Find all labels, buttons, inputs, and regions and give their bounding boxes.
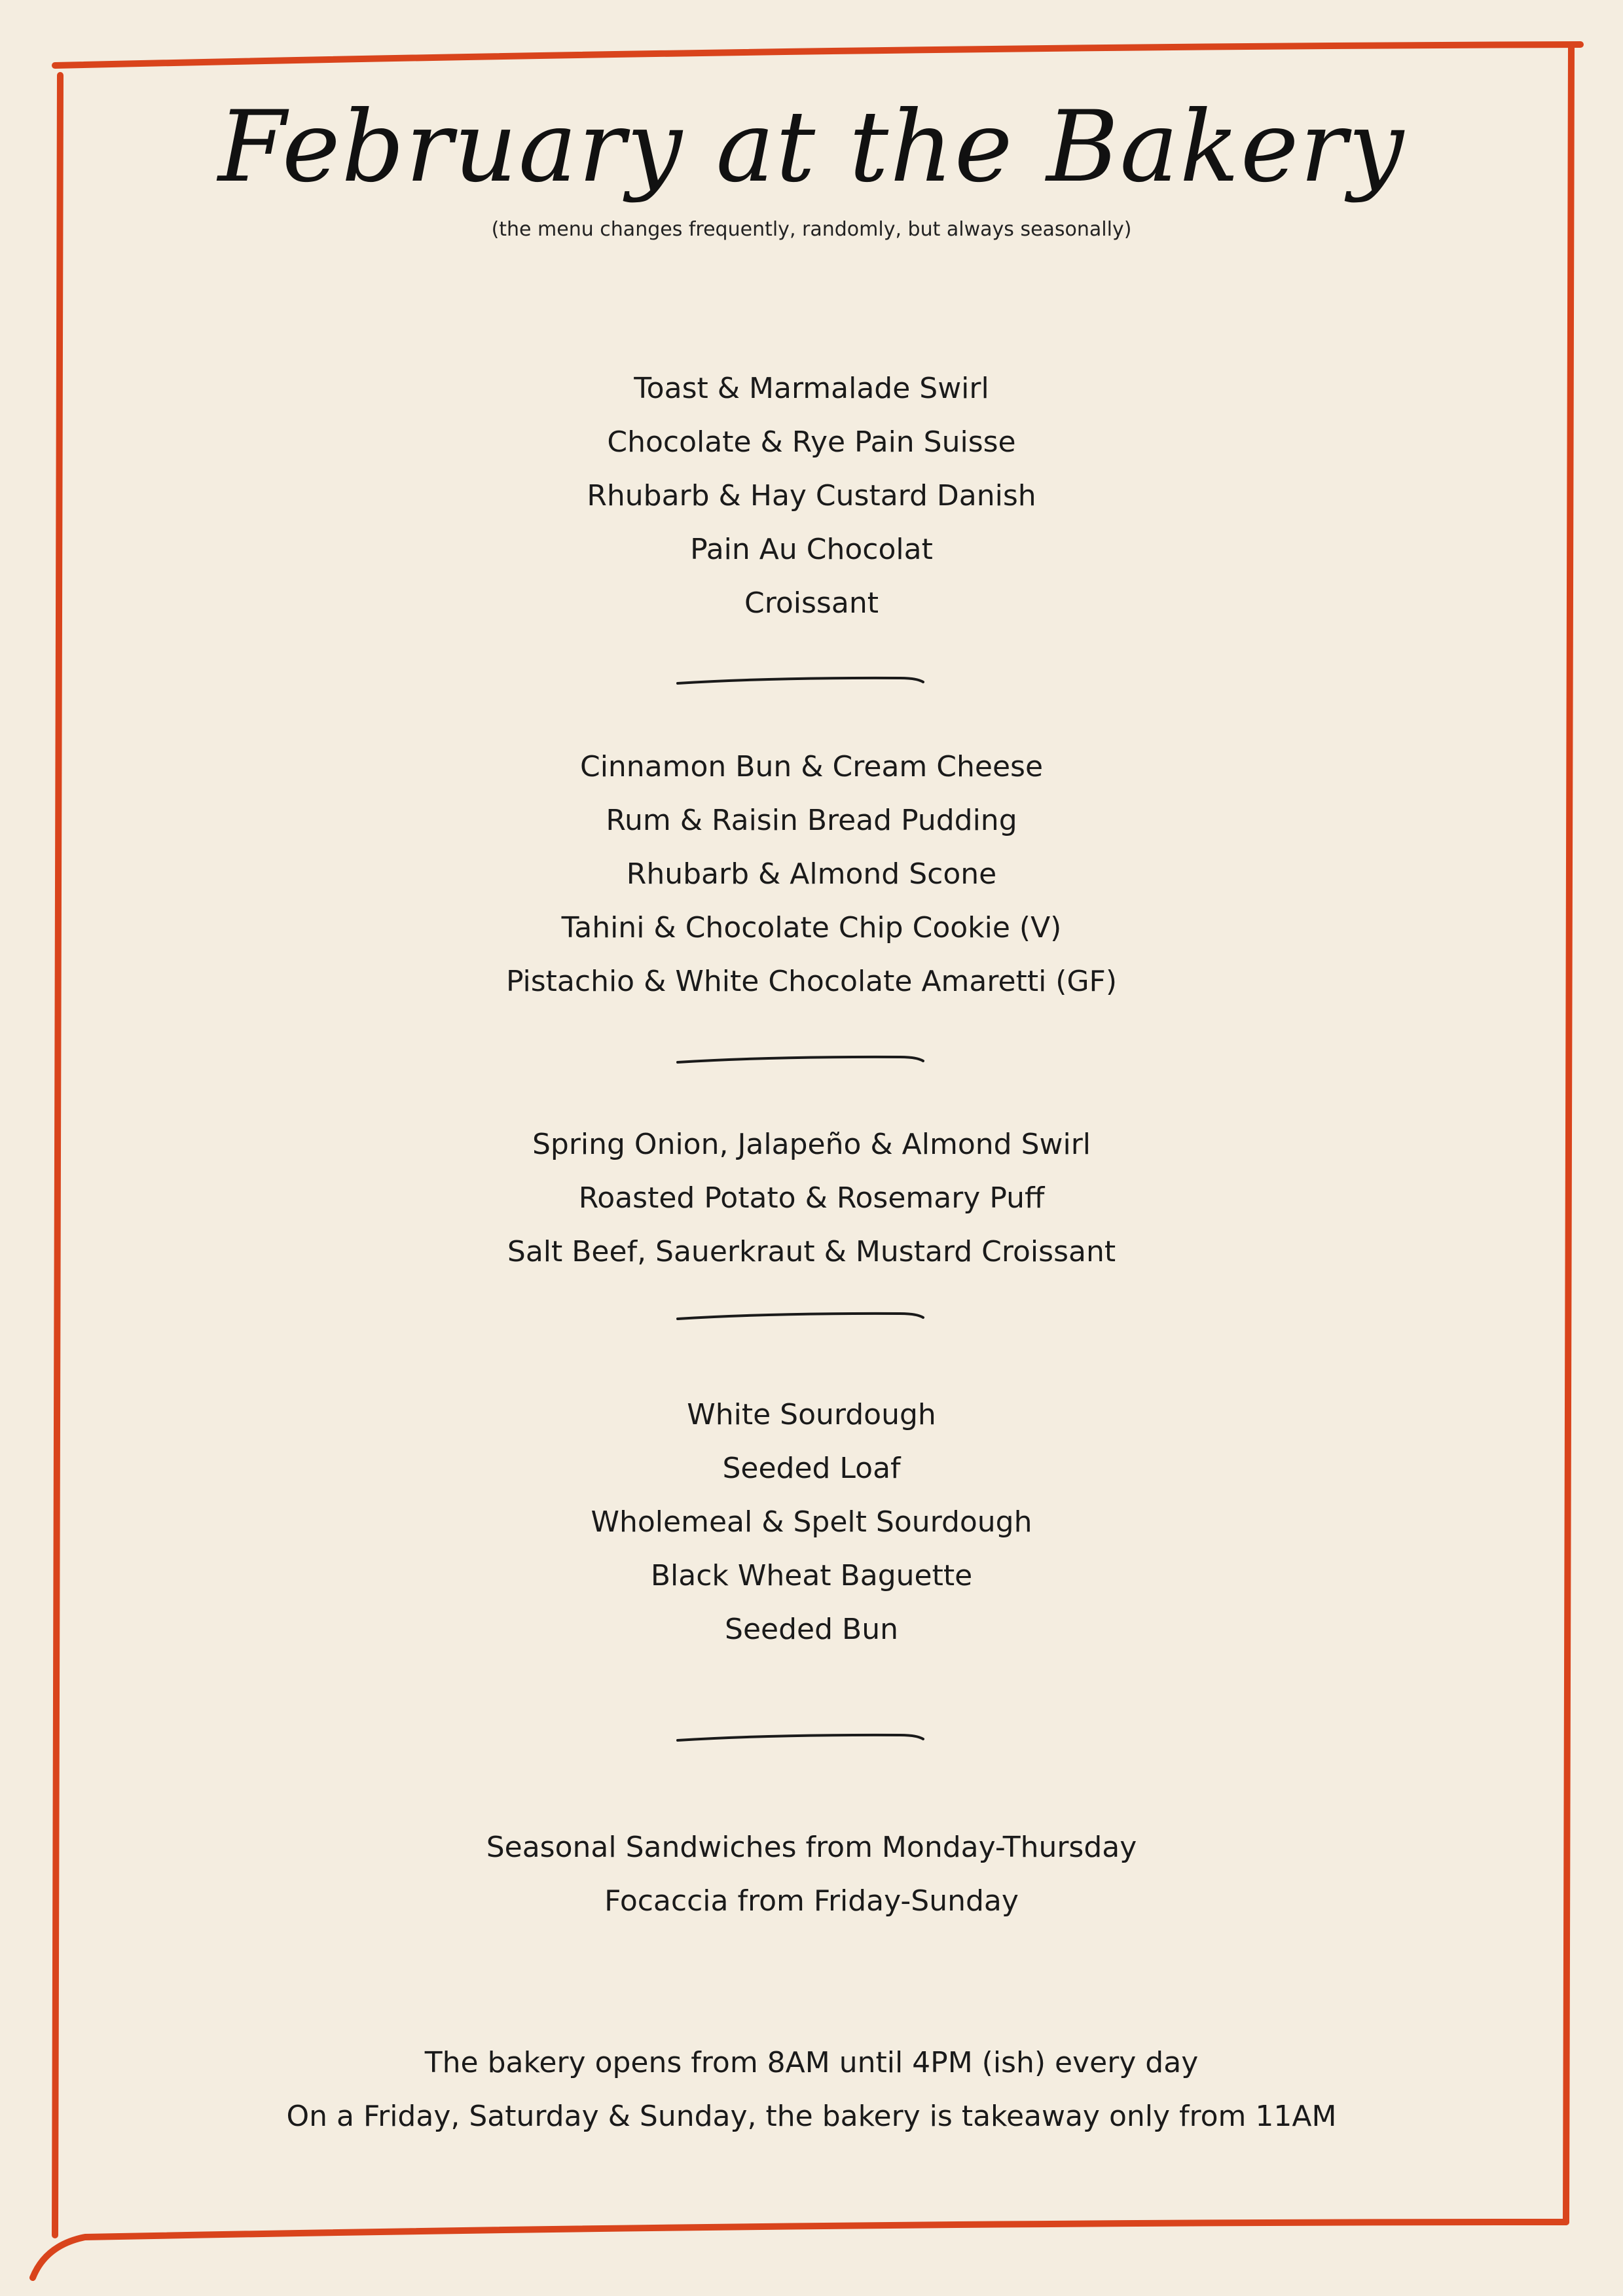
menu-item: Spring Onion, Jalapeño & Almond Swirl xyxy=(532,1128,1091,1161)
menu-section-breads xyxy=(0,1388,1623,1657)
opening-hours-text: The bakery opens from 8AM until 4PM (ish) every day xyxy=(424,2046,1199,2079)
menu-item: Tahini & Chocolate Chip Cookie (V) xyxy=(561,911,1062,944)
section-divider xyxy=(674,1306,926,1326)
section-divider xyxy=(674,1728,926,1748)
menu-item: Roasted Potato & Rosemary Puff xyxy=(578,1181,1045,1215)
menu-item: Black Wheat Baguette xyxy=(650,1559,973,1592)
menu-item: Croissant xyxy=(744,586,879,620)
section-divider xyxy=(674,671,926,691)
page-title: February at the Bakery xyxy=(217,90,1406,204)
menu-item: Seeded Bun xyxy=(725,1613,898,1646)
menu-section-sweets xyxy=(0,740,1623,1009)
menu-item: Cinnamon Bun & Cream Cheese xyxy=(579,750,1044,783)
menu-item: Chocolate & Rye Pain Suisse xyxy=(607,425,1016,459)
extras-line: Focaccia from Friday-Sunday xyxy=(604,1884,1019,1918)
page-subtitle: (the menu changes frequently, randomly, but always seasonally) xyxy=(491,218,1132,241)
menu-item: Toast & Marmalade Swirl xyxy=(634,372,989,405)
menu-item: Rhubarb & Hay Custard Danish xyxy=(587,479,1036,512)
menu-item: Rhubarb & Almond Scone xyxy=(626,857,997,891)
opening-info xyxy=(0,2036,1623,2144)
menu-section-pastries xyxy=(0,362,1623,630)
menu-item: Pain Au Chocolat xyxy=(690,533,933,566)
menu-item: Rum & Raisin Bread Pudding xyxy=(606,804,1017,837)
menu-section-savoury xyxy=(0,1118,1623,1279)
menu-item: Pistachio & White Chocolate Amaretti (GF) xyxy=(505,965,1118,998)
menu-item: White Sourdough xyxy=(687,1398,936,1431)
menu-item: Seeded Loaf xyxy=(722,1452,901,1485)
takeaway-note-text: On a Friday, Saturday & Sunday, the bakery is takeaway only from 11AM xyxy=(286,2100,1337,2133)
extras-line: Seasonal Sandwiches from Monday-Thursday xyxy=(486,1831,1137,1864)
menu-item: Wholemeal & Spelt Sourdough xyxy=(591,1505,1032,1539)
section-divider xyxy=(674,1050,926,1069)
extras-section xyxy=(0,1821,1623,1928)
menu-item: Salt Beef, Sauerkraut & Mustard Croissant xyxy=(507,1235,1116,1268)
